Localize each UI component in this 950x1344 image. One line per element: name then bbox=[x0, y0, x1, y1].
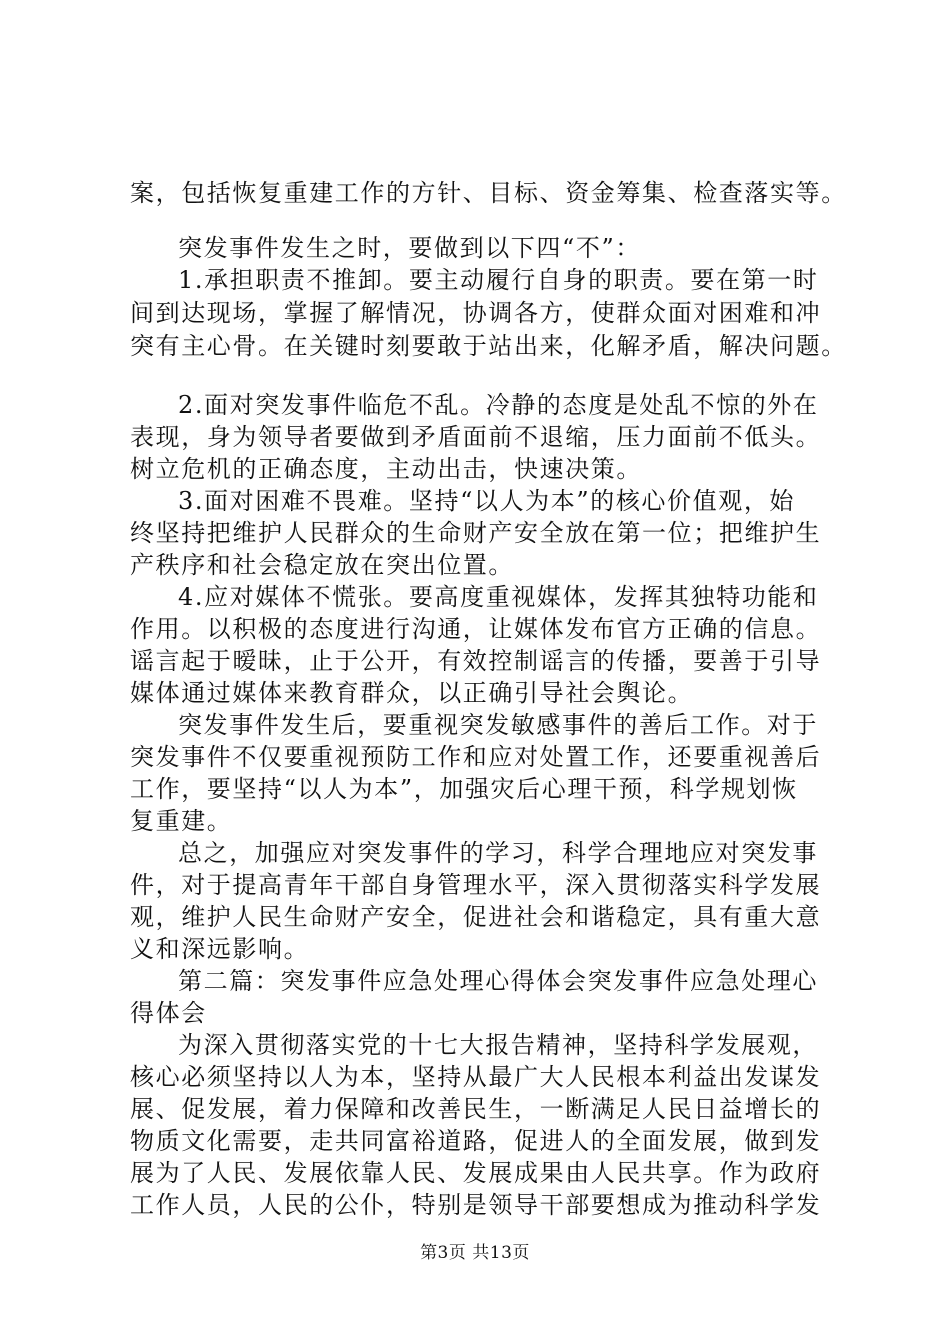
text-line: 2.面对突发事件临危不乱。冷静的态度是处乱不惊的外在 bbox=[178, 391, 819, 419]
text-line: 媒体通过媒体来教育群众，以正确引导社会舆论。 bbox=[130, 679, 694, 707]
text-line: 义和深远影响。 bbox=[130, 935, 310, 963]
text-line: 为深入贯彻落实党的十七大报告精神，坚持科学发展观， bbox=[178, 1031, 818, 1059]
text-line: 作用。以积极的态度进行沟通，让媒体发布官方正确的信息。 bbox=[130, 615, 822, 643]
text-line: 突发事件不仅要重视预防工作和应对处置工作，还要重视善后 bbox=[130, 743, 822, 771]
text-line: 案，包括恢复重建工作的方针、目标、资金筹集、检查落实等。 bbox=[130, 179, 847, 207]
text-line: 得体会 bbox=[130, 999, 207, 1027]
text-line: 3.面对困难不畏难。坚持“以人为本”的核心价值观，始 bbox=[178, 487, 796, 515]
text-line: 突有主心骨。在关键时刻要敢于站出来，化解矛盾，解决问题。 bbox=[130, 332, 847, 360]
text-line: 间到达现场，掌握了解情况，协调各方，使群众面对困难和冲 bbox=[130, 299, 822, 327]
text-line: 表现，身为领导者要做到矛盾面前不退缩，压力面前不低头。 bbox=[130, 423, 822, 451]
text-line: 工作人员，人民的公仆，特别是领导干部要想成为推动科学发 bbox=[130, 1191, 822, 1219]
text-line: 物质文化需要，走共同富裕道路，促进人的全面发展，做到发 bbox=[130, 1127, 822, 1155]
text-line: 树立危机的正确态度，主动出击，快速决策。 bbox=[130, 455, 642, 483]
text-line: 观，维护人民生命财产安全，促进社会和谐稳定，具有重大意 bbox=[130, 903, 822, 931]
text-line: 件，对于提高青年干部自身管理水平，深入贯彻落实科学发展 bbox=[130, 871, 822, 899]
text-line: 突发事件发生后，要重视突发敏感事件的善后工作。对于 bbox=[178, 711, 818, 739]
text-line: 4.应对媒体不慌张。要高度重视媒体，发挥其独特功能和 bbox=[178, 583, 819, 611]
text-line: 核心必须坚持以人为本，坚持从最广大人民根本利益出发谋发 bbox=[130, 1063, 822, 1091]
text-line: 工作，要坚持“以人为本”，加强灾后心理干预，科学规划恢 bbox=[130, 775, 798, 803]
text-line: 展、促发展，着力保障和改善民生，一断满足人民日益增长的 bbox=[130, 1095, 822, 1123]
text-line: 总之，加强应对突发事件的学习，科学合理地应对突发事 bbox=[178, 839, 818, 867]
text-line: 突发事件发生之时，要做到以下四“不”： bbox=[178, 234, 641, 262]
text-line: 展为了人民、发展依靠人民、发展成果由人民共享。作为政府 bbox=[130, 1159, 822, 1187]
text-line: 第二篇：突发事件应急处理心得体会突发事件应急处理心 bbox=[178, 967, 818, 995]
text-line: 1.承担职责不推卸。要主动履行自身的职责。要在第一时 bbox=[178, 266, 819, 294]
page-footer: 第3页 共13页 bbox=[420, 1243, 530, 1263]
text-line: 终坚持把维护人民群众的生命财产安全放在第一位；把维护生 bbox=[130, 519, 822, 547]
text-line: 复重建。 bbox=[130, 807, 233, 835]
text-line: 产秩序和社会稳定放在突出位置。 bbox=[130, 551, 514, 579]
text-line: 谣言起于暧昧，止于公开，有效控制谣言的传播，要善于引导 bbox=[130, 647, 822, 675]
